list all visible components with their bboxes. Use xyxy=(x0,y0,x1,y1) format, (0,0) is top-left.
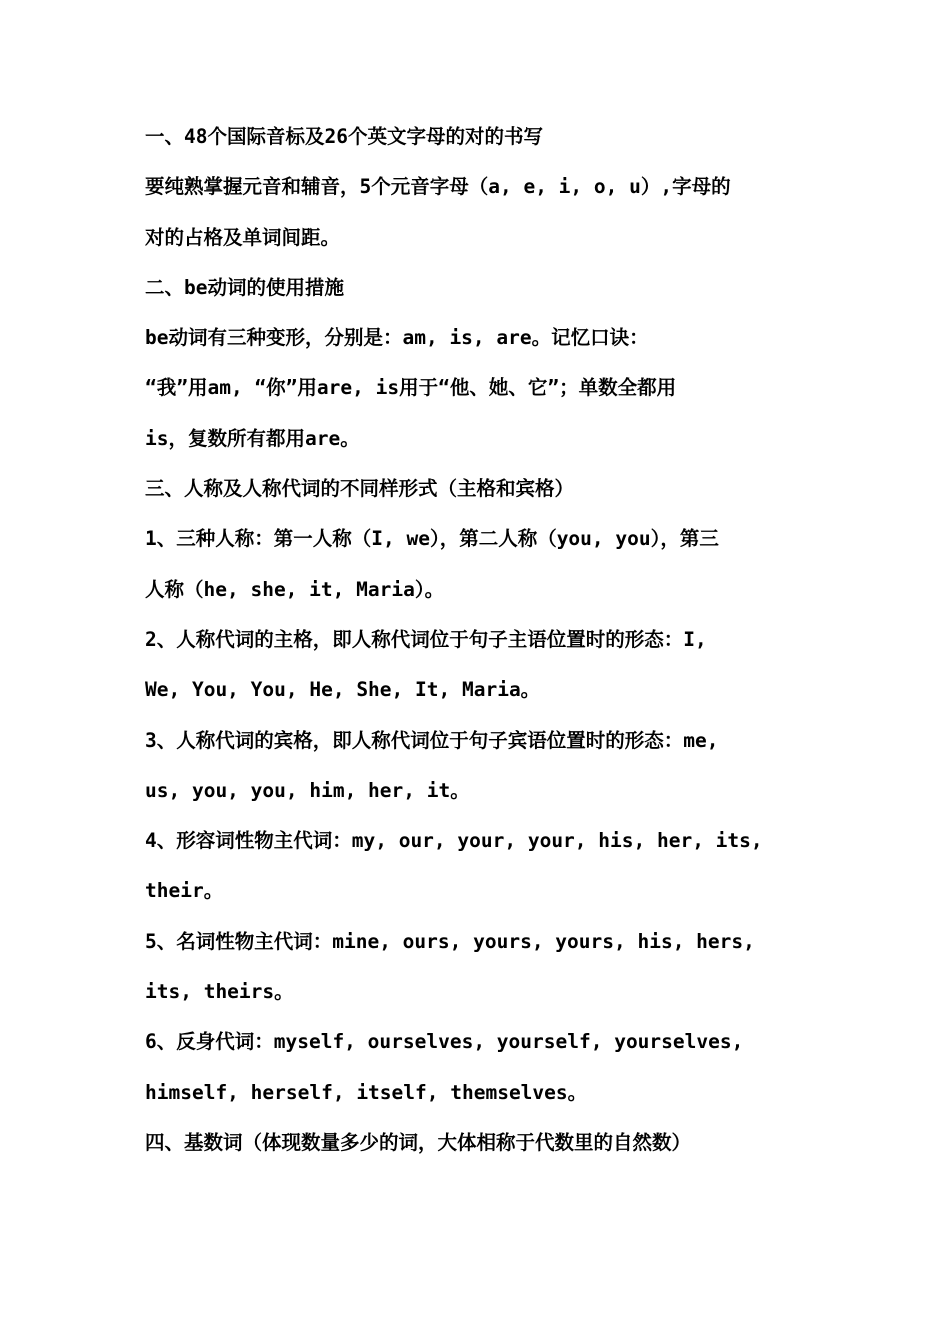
text-line: 人称（he, she, it, Maria）。 xyxy=(145,577,445,601)
heading-be-verb: 二、be动词的使用措施 xyxy=(145,275,344,299)
text-line: We, You, You, He, She, It, Maria。 xyxy=(145,678,541,702)
text-line: is，复数所有都用are。 xyxy=(145,426,360,450)
document-body xyxy=(145,112,805,1168)
heading-pronouns: 三、人称及人称代词的不同样形式（主格和宾格） xyxy=(145,477,575,501)
list-item: 3、人称代词的宾格，即人称代词位于句子宾语位置时的形态：me, xyxy=(145,728,719,752)
text-line: their。 xyxy=(145,879,224,903)
text-line: its, theirs。 xyxy=(145,980,294,1004)
heading-cardinal-numbers: 四、基数词（体现数量多少的词，大体相称于代数里的自然数） xyxy=(145,1130,692,1154)
list-item: 2、人称代词的主格，即人称代词位于句子主语位置时的形态：I, xyxy=(145,627,707,651)
list-item: 1、三种人称：第一人称（I, we），第二人称（you, you），第三 xyxy=(145,527,719,551)
text-line: “我”用am, “你”用are, is用于“他、她、它”；单数全都用 xyxy=(145,376,677,400)
list-item: 4、形容词性物主代词：my, our, your, your, his, her, its, xyxy=(145,829,763,853)
text-line: 对的占格及单词间距。 xyxy=(145,225,341,249)
text-line: be动词有三种变形，分别是：am, is, are。记忆口诀： xyxy=(145,326,649,350)
list-item: 5、名词性物主代词：mine, ours, yours, yours, his, hers, xyxy=(145,929,755,953)
text-line: himself, herself, itself, themselves。 xyxy=(145,1080,588,1104)
text-line: us, you, you, him, her, it。 xyxy=(145,778,470,802)
text-line: 要纯熟掌握元音和辅音，5个元音字母（a, e, i, o, u）,字母的 xyxy=(145,175,731,199)
heading-phonetics: 一、48个国际音标及26个英文字母的对的书写 xyxy=(145,125,543,148)
list-item: 6、反身代词：myself, ourselves, yourself, yourselves, xyxy=(145,1030,744,1054)
